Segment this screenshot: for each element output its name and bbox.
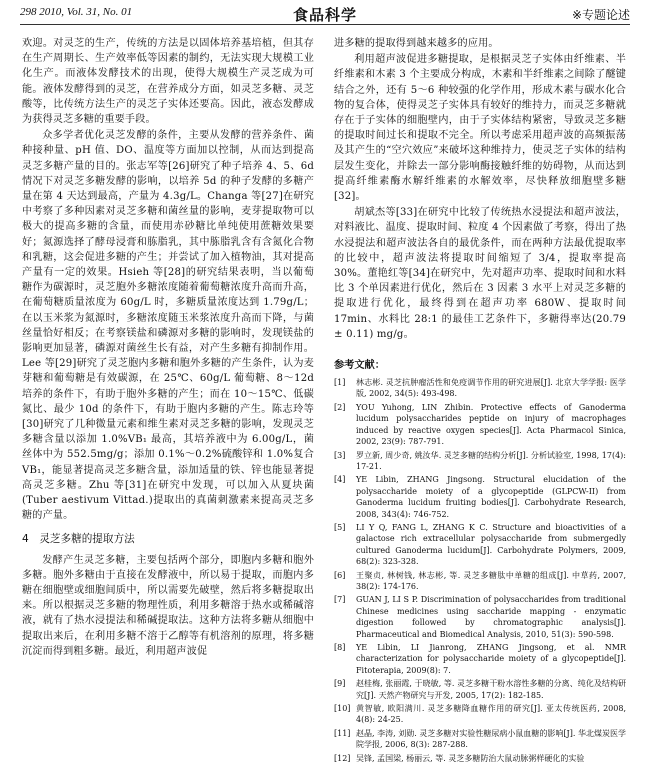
reference-number: [12] xyxy=(334,753,351,763)
reference-text: 罗立新, 周少奇, 姚汝华. 灵芝多糖的结构分析[J]. 分析试验室, 1998, 17(4): 17-21. xyxy=(356,450,626,471)
reference-number: [3] xyxy=(334,450,346,460)
reference-number: [4] xyxy=(334,475,346,485)
reference-number: [8] xyxy=(334,643,346,652)
reference-item xyxy=(334,522,626,568)
body-paragraph: 胡斌杰等[33]在研究中比较了传统热水浸提法和超声波法，对料液比、温度、提取时间、粒度 4 个因素做了考察，得出了热水浸提法和超声波法各自的最优条件，而在两种方法最优提取率的比较中，超声波法将提取时间缩短了 3/4，提取率提高 30%。董艳红等[34]在研究中，先对超声功率、提取时间和水料比 3 个单因素进行优化，然后在 3 因素 3 水平上对灵芝多糖的提取进行优化，最终得到在超声功率 680W、提取时间 17min、水料比 28:1 的最佳工艺条件下，多糖得率达(20.79 ± 0.11) mg/g。 xyxy=(334,207,626,340)
section-label: ※专题论述 xyxy=(571,8,630,22)
reference-text: 赵晶, 李涛, 刘勋. 灵芝多糖对实验性糖尿病小鼠血糖的影响[J]. 华北煤炭医学院学报, 2006, 8(3): 287-288. xyxy=(356,728,626,750)
reference-item xyxy=(334,474,626,520)
reference-number: [9] xyxy=(334,679,346,689)
reference-item xyxy=(334,642,626,676)
journal-title: 食品科学 xyxy=(292,6,357,24)
reference-text: YE Libin, LI Jianrong, ZHANG Jingsong, et al. NMR characterization for polysaccharide moiety of a glycopeptide[J]. Fitoterapia, 2009(8): 7. xyxy=(356,643,626,675)
reference-number: [6] xyxy=(334,570,346,580)
reference-text: 王聚贞, 林树钱, 林志彬, 等. 灵芝多糖肽中单糖的组成[J]. 中草药, 2007, 38(2): 174-176. xyxy=(356,570,626,591)
reference-item xyxy=(334,678,626,701)
body-paragraph: 欢迎。对灵芝的生产，传统的方法是以固体培养基培植，但其存在生产周期长、生产效率低等因素的制约，无法实现大规模工业化生产。而液体发酵技术的出现，使得大规模生产灵芝成为可能。液体发酵得到的灵芝，在营养成分方面，如灵芝多糖、灵芝酸等，比传统方法生产的灵芝子实体还要高。因此，液态发酵成为获得灵芝多糖的重要手段。 xyxy=(22,38,314,126)
body-paragraph: 发酵产生灵芝多糖，主要包括两个部分，即胞内多糖和胞外多糖。胞外多糖由于直接在发酵液中，所以易于提取，而胞内多糖在细胞壁或细胞间质中，所以需要先破壁，然后将多糖提取出来。所以根据灵芝多糖的物理性质，利用多糖溶于热水或稀碱溶液，就有了热水浸提法和稀碱提取法。这种方法将多糖从细胞中提取出来后，在利用多糖不溶于乙醇等有机溶剂的原理，将多糖沉淀而得到粗多糖。最近，利用超声波促 xyxy=(22,554,314,657)
reference-text: YE Libin, ZHANG Jingsong. Structural elucidation of the polysaccharide moiety of a glycopeptide (GLPCW-II) from Ganoderma lucidum fruiting bodies[J]. Carbohydrate Research, 2008, 343(4): 746-752. xyxy=(356,475,626,519)
section-heading: 4 灵芝多糖的提取方法 xyxy=(22,532,135,545)
body-paragraph: 进多糖的提取得到越来越多的应用。 xyxy=(334,38,499,49)
reference-item xyxy=(334,594,626,640)
reference-number: [10] xyxy=(334,704,351,714)
page-header xyxy=(20,4,630,25)
reference-number: [1] xyxy=(334,378,346,388)
body-paragraph: 利用超声波促进多糖提取，是根据灵芝子实体由纤维素、半纤维素和木素 3 个主要成分构成，木素和半纤维素之间除了醚键结合之外，还有 5～6 种较强的化学作用，形成木素与碳水化合物的复合体，使得灵芝子实体具有较好的维持力，而灵芝多糖就存在于子实体的细胞壁内，由于子实体结构紧密，导致灵芝多糖的提取时间过长和提取不完全。所以考虑采用超声波的高频振荡及其产生的“空穴效应”来破坏这种维持力，使灵芝子实体的结构层发生变化，并除去一部分影响酶接触纤维的妨碍物，从而达到提高纤维素酶水解纤维素的水解效率，尽快释放细胞壁多糖[32]。 xyxy=(334,54,626,203)
body-paragraph: 众多学者优化灵芝发酵的条件，主要从发酵的营养条件、菌种接种量、pH 值、DO、温度等方面加以控制，从而达到提高灵芝多糖产量的目的。张志军等[26]研究了种子培养 4、5、6d 情况下对灵芝多糖发酵的影响，以培养 5d 的种子发酵的多糖产量在第 4 天达到最高，产量为 4.3g/L。Changa 等[27]在研究中考察了多种因素对灵芝多糖和菌丝量的影响，麦芽提取物可以极大的提高多糖的含量，而使用赤砂糖比单纯使用蔗糖效果要好；氮源选择了酵母浸膏和胨脂乳，其中胨脂乳含有含氮化合物和乳糖，这会促进多糖的产生；并尝试了加入植物油，其对提高产量有一定的效果。Hsieh 等[28]的研究结果表明，当以葡萄糖作为碳源时，灵芝胞外多糖浓度随着葡萄糖浓度升高而升高，在葡萄糖质量浓度为 60g/L 时，多糖质量浓度达到 1.79g/L；在以玉米浆为氮源时，多糖浓度随玉米浆浓度升高而下降，与菌丝量恰好相反；在考察镁盐和磷源对多糖的影响时，发现镁盐的影响更加显著，磷源对菌丝生长有益，对产生多糖有抑制作用。Lee 等[29]研究了灵芝胞内多糖和胞外多糖的产生条件，认为麦芽糖和葡萄糖是有效碳源，在 25℃、60g/L 葡萄糖、8～12d 培养的条件下，有助于胞外多糖的产生；而在 10～15℃、低碳氮比、最少 10d 的条件下，有助于胞内多糖的产生。陈志玲等[30]研究了几种微量元素和维生素对灵芝多糖的影响，发现灵芝多糖含量以添加 1.0%VB₁ 最高，其培养液中为 6.00g/L，菌丝体中为 552.5mg/g；添加 0.1%～0.2%硫酸锌和 1.0%复合 VB₁，能显著提高灵芝多糖含量，添加适量的铁、锌也能显著提高灵芝多糖。Zhu 等[31]在研究中发现，可以加入从夏块菌(Tuber aestivum Vittad.)提取出的真菌刺激素来提高灵芝多糖的产量。 xyxy=(22,130,314,522)
reference-item xyxy=(334,753,626,764)
reference-item xyxy=(334,402,626,448)
reference-list xyxy=(334,377,626,764)
reference-item xyxy=(334,377,626,400)
reference-text: GUAN J, LI S P. Discrimination of polysaccharides from traditional Chinese medicines using saccharide mapping - enzymatic digestion followed by chromatographic analysis[J]. Pharmaceutical and Biomedical Analysis, 2010, 51(3): 590-598. xyxy=(356,595,626,639)
reference-text: 林志彬. 灵芝抗肿瘤活性和免疫调节作用的研究进展[J]. 北京大学学报: 医学版, 2002, 34(5): 493-498. xyxy=(356,378,626,399)
reference-text: LI Y Q, FANG L, ZHANG K C. Structure and bioactivities of a galactose rich extracellular polysaccharide from submergedly cultured Ganoderma lucidum[J]. Carbohydrate Polymers, 2009, 68(2): 323-328. xyxy=(356,522,626,567)
reference-text: 黄智敏, 欧阳满川. 灵芝多糖降血糖作用的研究[J]. 亚太传统医药, 2008, 4(8): 24-25. xyxy=(356,704,626,725)
reference-text: 吴锋, 孟国梁, 杨丽云, 等. 灵芝多糖防治大鼠动脉粥样硬化的实验 xyxy=(356,753,585,763)
reference-item xyxy=(334,450,626,473)
references-heading: 参考文献： xyxy=(334,360,385,372)
reference-item xyxy=(334,703,626,726)
reference-text: YOU Yuhong, LIN Zhibin. Protective effects of Ganoderma lucidum polysaccharides peptide on injury of macrophages induced by reactive oxygen species[J]. Acta Pharmacol Sinica, 2002, 23(9): 787-791. xyxy=(356,402,626,447)
reference-text: 赵桂梅, 张丽霞, 于晓敏, 等. 灵芝多糖干粉水溶性多糖的分离、纯化及结构研究[J]. 天然产物研究与开发, 2005, 17(2): 182-185. xyxy=(356,679,626,700)
reference-number: [7] xyxy=(334,595,346,605)
reference-number: [5] xyxy=(334,522,346,532)
reference-item xyxy=(334,570,626,593)
right-column xyxy=(334,36,626,766)
page-number-volume: 298 2010, Vol. 31, No. 01 xyxy=(20,6,133,18)
reference-item xyxy=(334,728,626,751)
reference-number: [11] xyxy=(334,728,351,738)
reference-number: [2] xyxy=(334,402,346,412)
left-column xyxy=(22,36,314,660)
